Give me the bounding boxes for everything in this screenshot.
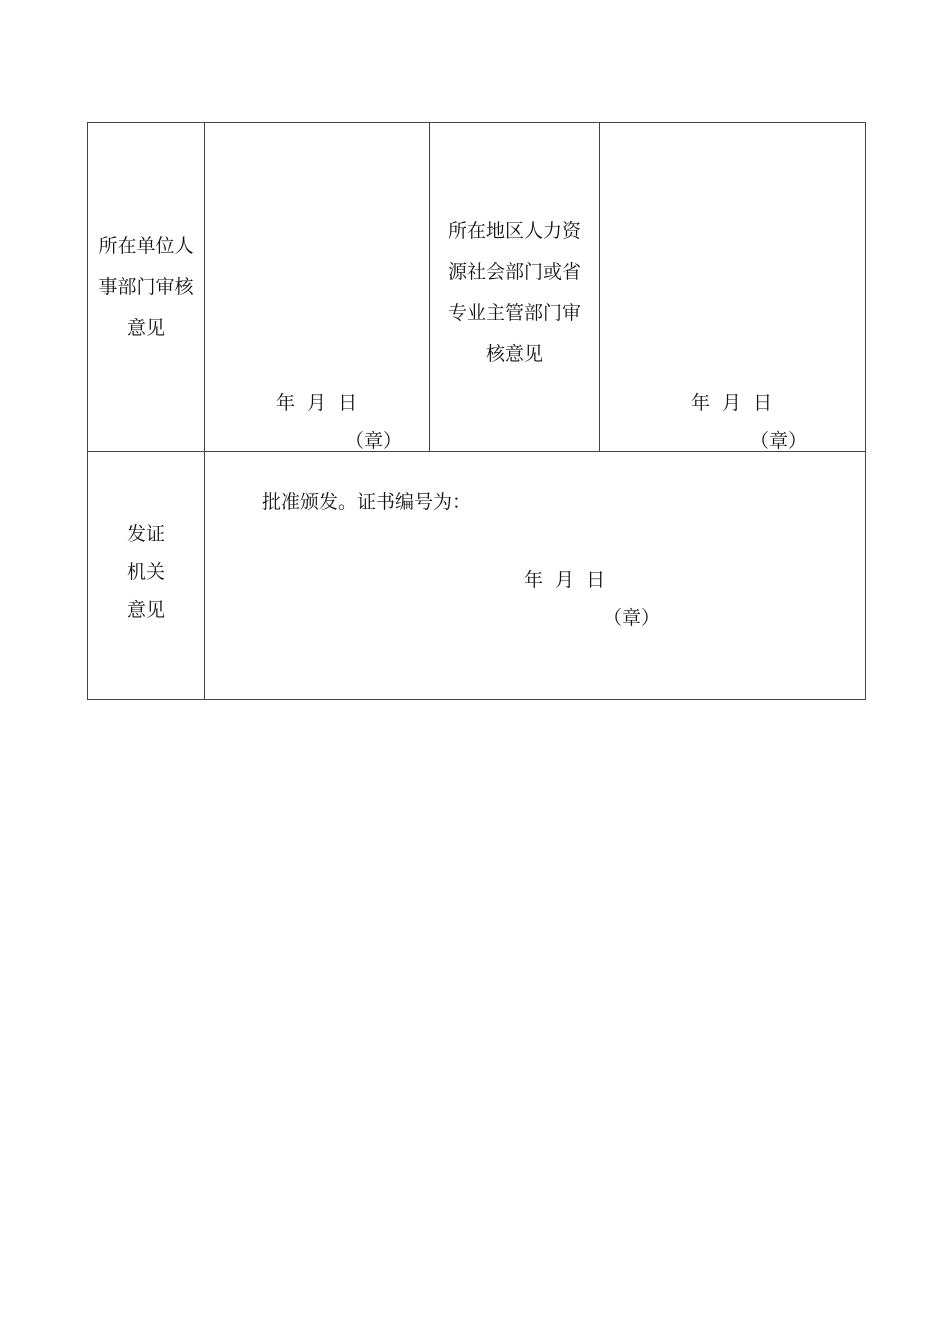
region-date-line: 年 月 日: [691, 392, 773, 414]
issuer-seal-mark: （章）: [603, 607, 661, 629]
region-opinion-cell[interactable]: [600, 123, 866, 452]
unit-opinion-cell[interactable]: [205, 123, 430, 452]
issuer-label-cell: [88, 452, 205, 700]
issuer-label: 发证 机关 意见: [126, 522, 165, 621]
region-seal-mark: （章）: [750, 430, 808, 452]
unit-review-label: 所在单位人 事部门审核 意见: [98, 234, 194, 339]
region-review-label: 所在地区人力资 源社会部门或省 专业主管部门审 核意见: [447, 220, 581, 365]
issuer-opinion-cell[interactable]: [205, 452, 866, 700]
issuer-date-line: 年 月 日: [524, 569, 606, 591]
unit-date-line: 年 月 日: [276, 392, 358, 414]
review-form-table: [87, 122, 866, 700]
review-row: [88, 123, 866, 452]
approval-text: 批准颁发。证书编号为：: [262, 491, 472, 513]
unit-label-cell: [88, 123, 205, 452]
unit-seal-mark: （章）: [345, 430, 403, 452]
issuer-row: [88, 452, 866, 700]
region-label-cell: [430, 123, 600, 452]
